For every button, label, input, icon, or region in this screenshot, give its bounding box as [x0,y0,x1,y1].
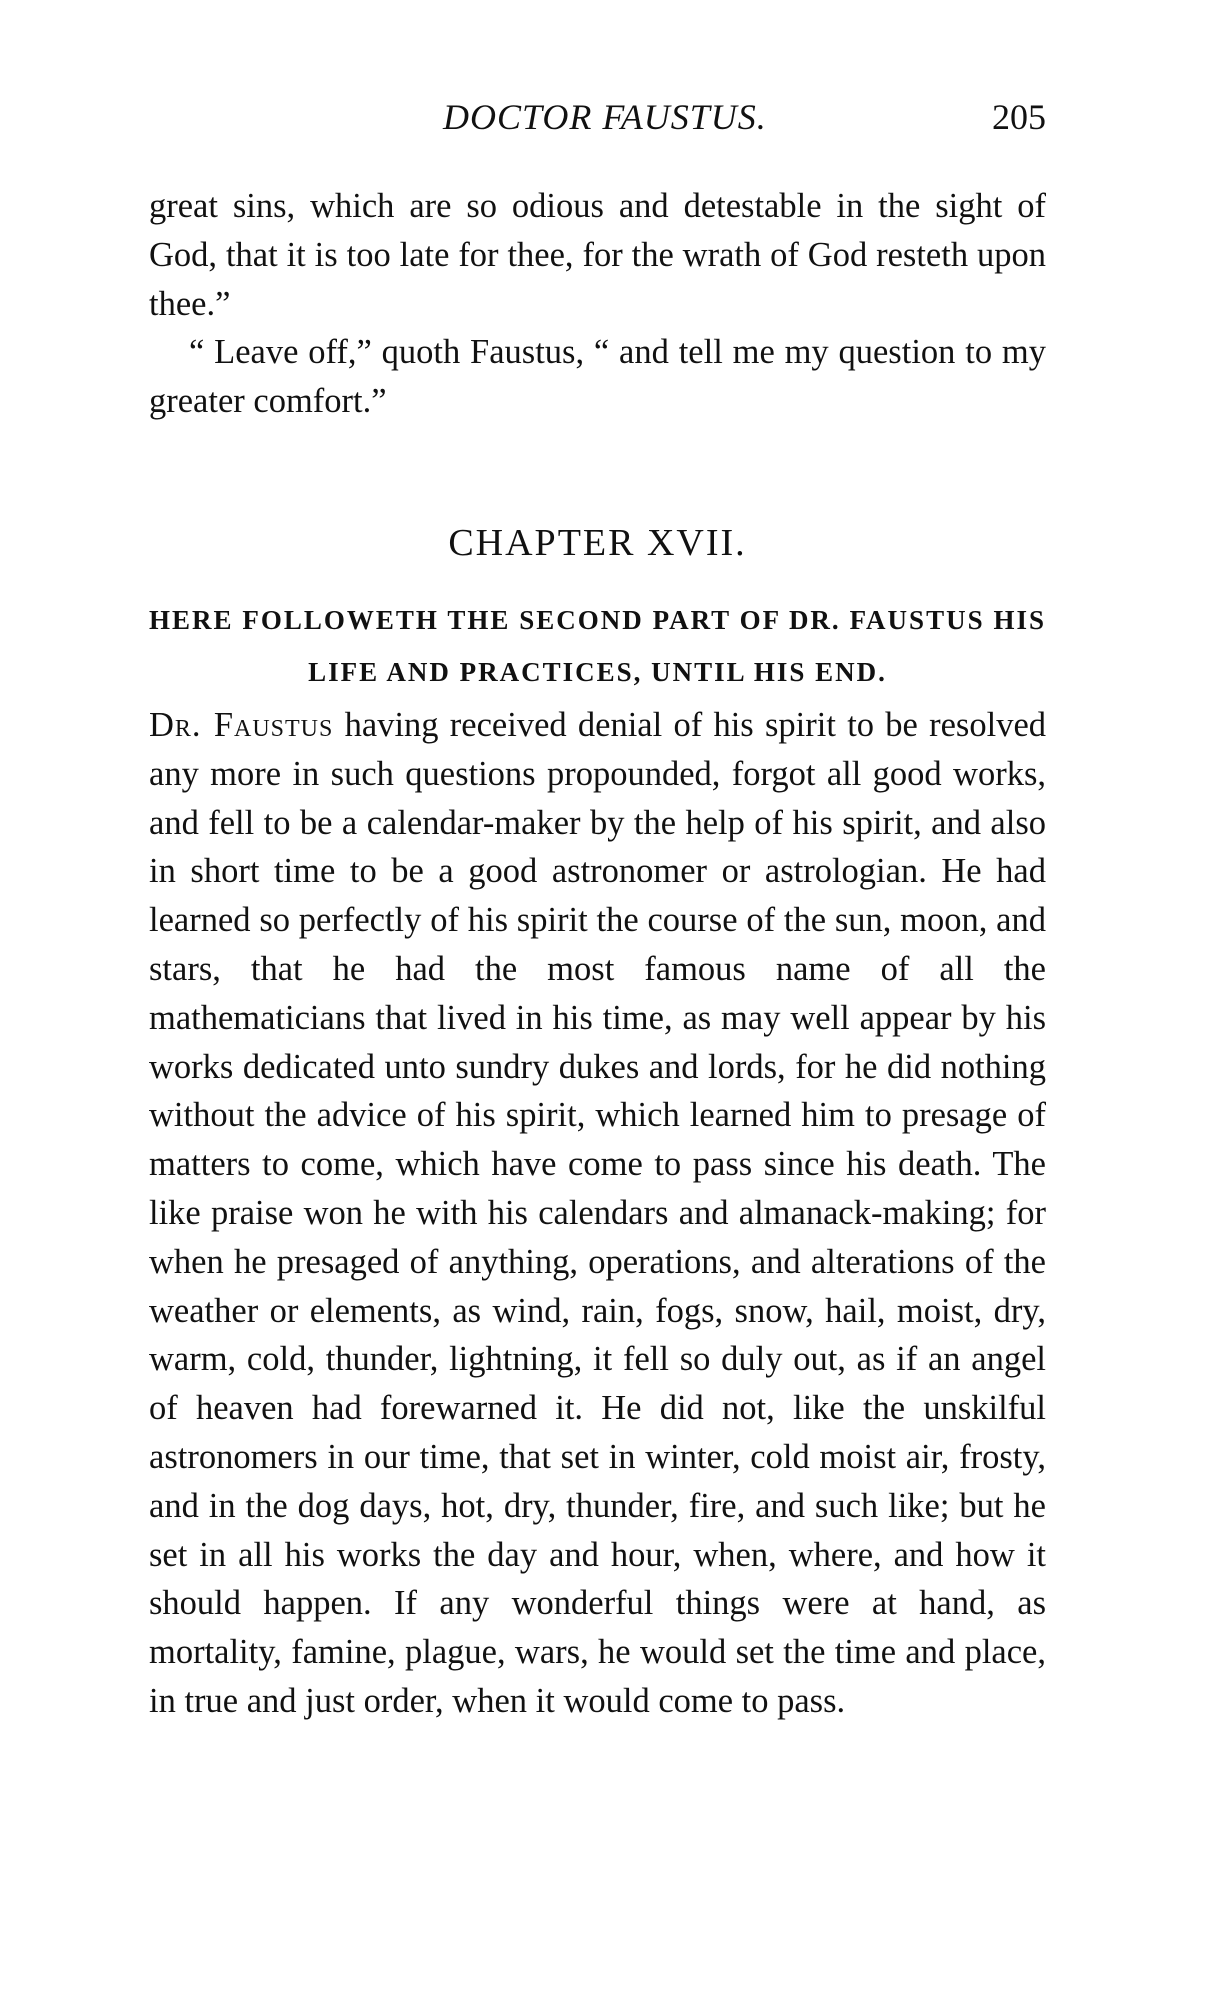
chapter-opening-words: Dr. Faustus [149,706,334,744]
running-title: DOCTOR FAUSTUS. [443,97,767,137]
opening-text [149,182,1046,426]
chapter-subheading [149,594,1046,698]
chapter-paragraph [149,701,1046,1726]
chapter-heading: CHAPTER XVII. [448,522,747,564]
page-number: 205 [992,97,1046,137]
continued-paragraph: great sins, which are so odious and detestable in the sight of God, that it is too late for thee, for the wrath of God resteth upon thee.” [149,187,1046,323]
chapter-subheading-line-2: LIFE AND PRACTICES, UNTIL HIS END. [308,657,887,687]
dialogue-paragraph: “ Leave off,” quoth Faustus, “ and tell me my question to my greater comfort.” [149,333,1046,421]
chapter-paragraph-text: having received denial of his spirit to be resolved any more in such questions propounded, forgot all good works, and fell to be a calendar-maker by the help of his spirit, and also in short time to be a good astronomer or astrologian. He had learned so perfectly of his spirit the course of the sun, moon, and stars, that he had the most famous name of all the mathematicians that lived in his time, as may well appear by his works dedicated unto sundry dukes and lords, for he did nothing without the advice of his spirit, which learned him to presage of matters to come, which have come to pass since his death. The like praise won he with his calendars and almanack-making; for when he presaged of anything, operations, and alterations of the weather or elements, as wind, rain, fogs, snow, hail, moist, dry, warm, cold, thunder, lightning, it fell so duly out, as if an angel of heaven had forewarned it. He did not, like the unskilful astronomers in our time, that set in winter, cold moist air, frosty, and in the dog days, hot, dry, thunder, fire, and such like; but he set in all his works the day and hour, when, where, and how it should happen. If any wonderful things were at hand, as mortality, famine, plague, wars, he would set the time and place, in true and just order, when it would come to pass. [149,706,1047,1720]
book-page [149,96,1149,1976]
chapter-subheading-line-1: HERE FOLLOWETH THE SECOND PART OF DR. FAUSTUS HIS [149,605,1046,635]
chapter-body [149,701,1046,1726]
running-head [149,96,1149,142]
